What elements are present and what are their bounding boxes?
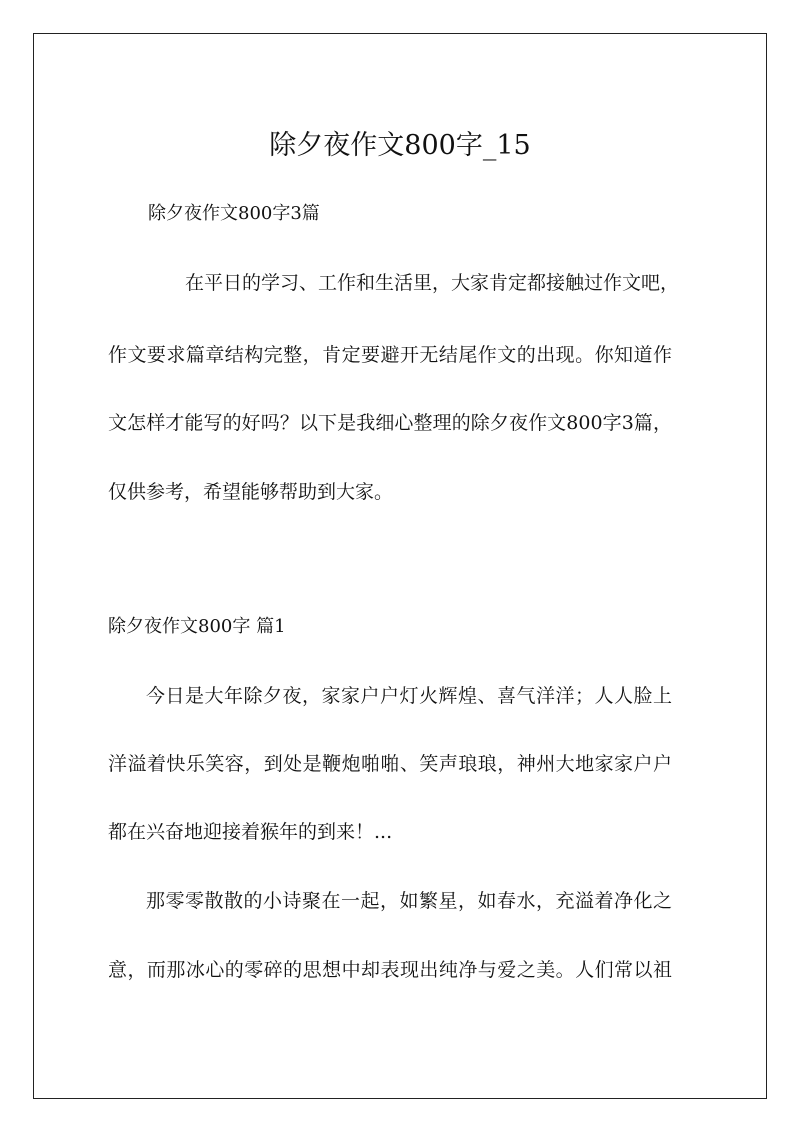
paragraph2-line-1: 那零零散散的小诗聚在一起，如繁星，如春水，充溢着净化之 [146,890,672,912]
page-border [33,33,767,1099]
intro-line-4: 仅供参考，希望能够帮助到大家。 [108,481,394,503]
paragraph1-line-1: 今日是大年除夕夜，家家户户灯火辉煌、喜气洋洋；人人脸上 [146,685,672,707]
paragraph1-line-3: 都在兴奋地迎接着猴年的到来！... [108,821,393,843]
intro-line-3: 文怎样才能写的好吗？以下是我细心整理的除夕夜作文800字3篇， [108,412,672,434]
document-subtitle: 除夕夜作文800字3篇 [148,203,320,224]
section-heading: 除夕夜作文800字 篇1 [108,616,286,637]
intro-line-2: 作文要求篇章结构完整，肯定要避开无结尾作文的出现。你知道作 [108,344,672,366]
paragraph2-line-2: 意，而那冰心的零碎的思想中却表现出纯净与爱之美。人们常以祖 [108,959,672,981]
intro-line-1: 在平日的学习、工作和生活里，大家肯定都接触过作文吧， [185,272,680,294]
document-title: 除夕夜作文800字_15 [269,130,531,161]
paragraph1-line-2: 洋溢着快乐笑容，到处是鞭炮啪啪、笑声琅琅，神州大地家家户户 [108,753,672,775]
